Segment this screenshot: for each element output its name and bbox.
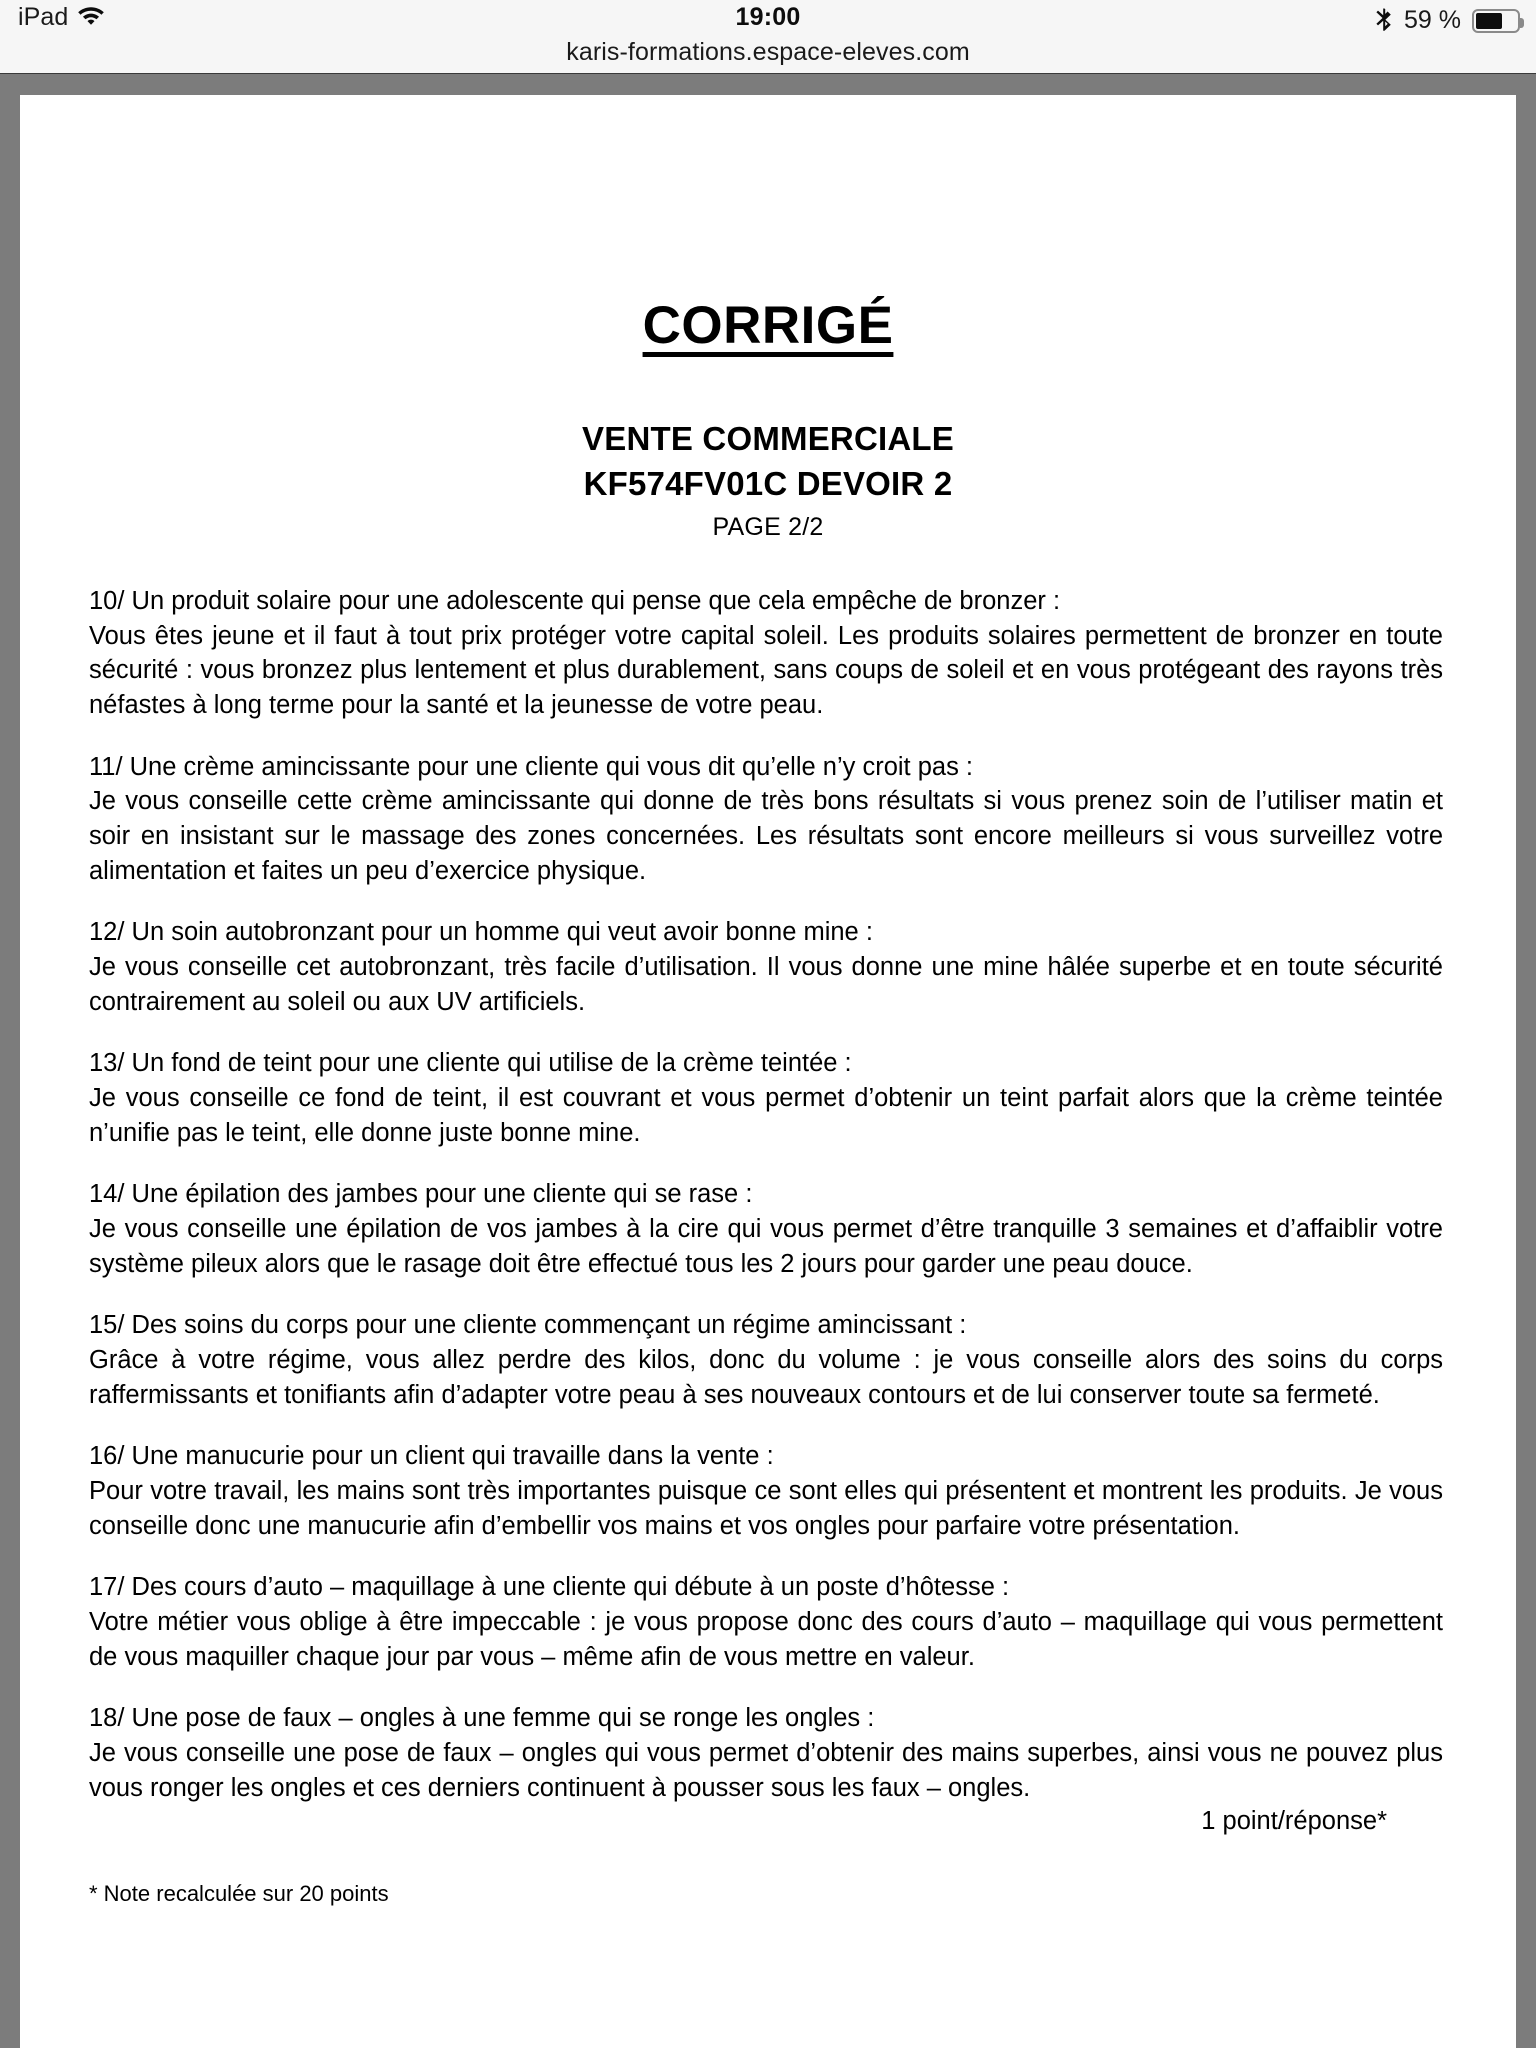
qa-answer: Je vous conseille une épilation de vos jambes à la cire qui vous permet d’être tranquille 3 semaines et d’affaiblir votre système pileux alors que le rasage doit être effectué tous les 2 jours pour garder une peau douce. [89, 1215, 1443, 1278]
qa-question: 15/ Des soins du corps pour une cliente commençant un régime amincissant : [89, 1311, 967, 1340]
qa-item [89, 1308, 1443, 1412]
battery-terminal [1520, 18, 1524, 28]
document-title: CORRIGÉ [642, 296, 894, 355]
status-bar-right-group [1375, 4, 1520, 37]
battery-icon [1472, 9, 1520, 33]
battery-fill-level [1476, 13, 1502, 29]
qa-item [89, 1046, 1443, 1150]
qa-question: 17/ Des cours d’auto – maquillage à une cliente qui débute à un poste d’hôtesse : [89, 1573, 1010, 1602]
bluetooth-icon [1375, 4, 1393, 37]
qa-question: 12/ Un soin autobronzant pour un homme qui veut avoir bonne mine : [89, 918, 873, 947]
document-subject-heading: VENTE COMMERCIALE [582, 420, 954, 457]
qa-answer: Je vous conseille une pose de faux – ongles qui vous permet d’obtenir des mains superbes, ainsi vous ne pouvez plus vous ronger les ongles et ces derniers continuent à pousser sous les faux – ongles. [89, 1739, 1443, 1802]
document-page-indicator: PAGE 2/2 [712, 513, 824, 541]
qa-answer: Pour votre travail, les mains sont très importantes puisque ce sont elles qui présentent et montrent les produits. Je vous conseille donc une manucurie afin d’embellir vos mains et vos ongles pour parfaire votre présentation. [89, 1477, 1443, 1540]
points-per-answer-note: 1 point/réponse* [1201, 1807, 1387, 1836]
ios-status-bar [0, 0, 1536, 74]
qa-question: 14/ Une épilation des jambes pour une cliente qui se rase : [89, 1180, 753, 1209]
qa-answer: Je vous conseille cette crème amincissante qui donne de très bons résultats si vous prenez soin de l’utiliser matin et soir en insistant sur le massage des zones concernées. Les résultats sont encore meilleurs si vous surveillez votre alimentation et faites un peu d’exercice physique. [89, 787, 1443, 885]
device-name-label: iPad [18, 3, 69, 31]
qa-question: 10/ Un produit solaire pour une adolescente qui pense que cela empêche de bronzer : [89, 587, 1061, 615]
grading-footnote: * Note recalculée sur 20 points [89, 1881, 389, 1907]
qa-item [89, 1177, 1443, 1281]
qa-answer: Vous êtes jeune et il faut à tout prix protéger votre capital soleil. Les produits solaires permettent de bronzer en toute sécurité : vous bronzez plus lentement et plus durablement, sans coups de soleil et en vous protégeant des rayons très néfastes à long terme pour la santé et la jeunesse de votre peau. [89, 621, 1443, 720]
qa-item [89, 915, 1443, 1019]
qa-answer: Je vous conseille cet autobronzant, très facile d’utilisation. Il vous donne une mine hâlée superbe et en toute sécurité contrairement au soleil ou aux UV artificiels. [89, 953, 1443, 1016]
qa-item [89, 584, 1443, 723]
page-url-label: karis-formations.espace-eleves.com [566, 38, 970, 66]
pdf-viewer-frame[interactable] [0, 74, 1536, 2048]
qa-answer: Votre métier vous oblige à être impeccable : je vous propose donc des cours d’auto – maquillage qui vous permettent de vous maquiller chaque jour par vous – même afin de vous mettre en valeur. [89, 1608, 1443, 1671]
battery-percentage-label: 59 % [1404, 6, 1461, 34]
qa-question: 16/ Une manucurie pour un client qui travaille dans la vente : [89, 1442, 774, 1471]
qa-item [89, 1701, 1443, 1805]
qa-answer: Je vous conseille ce fond de teint, il est couvrant et vous permet d’obtenir un teint parfait alors que la crème teintée n’unifie pas le teint, elle donne juste bonne mine. [89, 1084, 1443, 1147]
document-body [75, 584, 1461, 1907]
qa-answer: Grâce à votre régime, vous allez perdre des kilos, donc du volume : je vous conseille alors des soins du corps raffermissants et tonifiants afin d’adapter votre peau à ses nouveaux contours et de lui conserver toute sa fermeté. [89, 1346, 1443, 1409]
status-bar-left-group [18, 3, 105, 32]
document-code-heading: KF574FV01C DEVOIR 2 [583, 465, 953, 502]
qa-question: 18/ Une pose de faux – ongles à une femme qui se ronge les ongles : [89, 1704, 875, 1733]
clock-label: 19:00 [735, 3, 801, 31]
qa-item [89, 750, 1443, 889]
document-page [20, 95, 1516, 2048]
qa-item [89, 1439, 1443, 1543]
qa-question: 11/ Une crème amincissante pour une cliente qui vous dit qu’elle n’y croit pas : [89, 752, 973, 781]
qa-question: 13/ Un fond de teint pour une cliente qui utilise de la crème teintée : [89, 1049, 852, 1078]
wifi-icon [77, 4, 105, 31]
status-bar-center-group [0, 3, 1536, 32]
qa-item [89, 1570, 1443, 1674]
